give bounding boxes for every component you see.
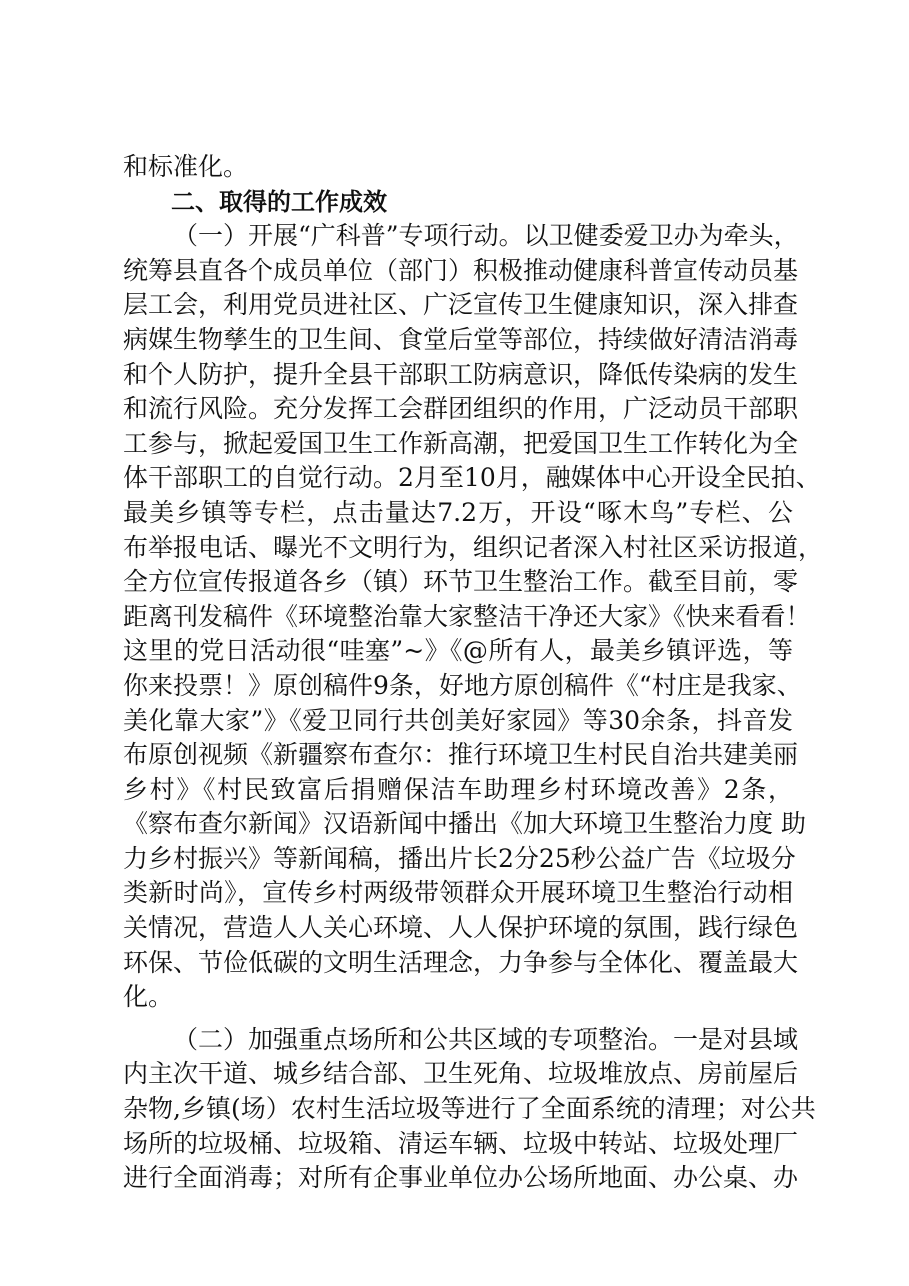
paragraph-line: （二）加强重点场所和公共区域的专项整治。一是对县域 xyxy=(173,1024,799,1054)
paragraph-line: 关情况，营造人人关心环境、人人保护环境的氛围，践行绿色 xyxy=(123,913,799,943)
paragraph-line: 你来投票！》原创稿件9条，好地方原创稿件《“村庄是我家、 xyxy=(123,670,802,700)
paragraph-line: 最美乡镇等专栏，点击量达7.2万，开设“啄木鸟”专栏、公 xyxy=(123,497,793,527)
paragraph-line: 杂物,乡镇(场）农村生活垃圾等进行了全面系统的清理；对公共 xyxy=(123,1094,816,1124)
paragraph-line: 进行全面消毒；对所有企事业单位办公场所地面、办公桌、办 xyxy=(123,1163,799,1193)
paragraph-line: 美化靠大家”》《爱卫同行共创美好家园》等30余条，抖音发 xyxy=(123,705,793,735)
previous-paragraph-tail: 和标准化。 xyxy=(123,152,249,181)
paragraph-line: 乡村》《村民致富后捐赠保洁车助理乡村环境改善》2条， xyxy=(123,774,793,804)
paragraph-line: 环保、节俭低碳的文明生活理念，力争参与全体化、覆盖最大 xyxy=(123,947,799,977)
paragraph-line: 类新时尚》，宣传乡村两级带领群众开展环境卫生整治行动相 xyxy=(123,878,793,908)
paragraph-line: 统筹县直各个成员单位（部门）积极推动健康科普宣传动员基 xyxy=(123,255,799,285)
paragraph-line: 病媒生物孳生的卫生间、食堂后堂等部位，持续做好清洁消毒 xyxy=(123,324,799,354)
paragraph-line: 布举报电话、曝光不文明行为，组织记者深入村社区采访报道， xyxy=(123,532,824,562)
paragraph-line: 布原创视频《新疆察布查尔：推行环境卫生村民自治共建美丽 xyxy=(123,740,799,770)
paragraph-line: 化。 xyxy=(123,982,174,1012)
paragraph-2 xyxy=(123,1023,816,1196)
paragraph-line: 层工会，利用党员进社区、广泛宣传卫生健康知识，深入排查 xyxy=(123,290,799,320)
paragraph-line: 体干部职工的自觉行动。2月至10月，融媒体中心开设全民拍、 xyxy=(123,463,821,493)
section-heading: 二、取得的工作成效 xyxy=(171,187,387,216)
paragraph-line: 场所的垃圾桶、垃圾箱、清运车辆、垃圾中转站、垃圾处理厂 xyxy=(123,1128,799,1158)
paragraph-line: 这里的党日活动很“哇塞”~》《@所有人，最美乡镇评选，等 xyxy=(123,636,793,666)
paragraph-1 xyxy=(123,219,824,1015)
paragraph-line: 《察布查尔新闻》汉语新闻中播出《加大环境卫生整治力度 助 xyxy=(123,809,806,839)
paragraph-gap xyxy=(123,1015,793,1023)
paragraph-line: 力乡村振兴》等新闻稿，播出片长2分25秒公益广告《垃圾分 xyxy=(123,843,796,873)
document-page xyxy=(123,150,824,1196)
paragraph-line: 和流行风险。充分发挥工会群团组织的作用，广泛动员干部职 xyxy=(123,394,799,424)
paragraph-line: 距离刊发稿件《环境整治靠大家整洁干净还大家》《快来看看！ xyxy=(123,601,811,631)
paragraph-line: 全方位宣传报道各乡（镇）环节卫生整治工作。截至目前，零 xyxy=(123,567,799,597)
paragraph-line: 工参与，掀起爱国卫生工作新高潮，把爱国卫生工作转化为全 xyxy=(123,428,799,458)
paragraph-line: 和个人防护，提升全县干部职工防病意识，降低传染病的发生 xyxy=(123,359,799,389)
paragraph-line: 内主次干道、城乡结合部、卫生死角、垃圾堆放点、房前屋后 xyxy=(123,1059,799,1089)
paragraph-line: （一）开展“广科普”专项行动。以卫健委爱卫办为牵头， xyxy=(173,221,799,251)
